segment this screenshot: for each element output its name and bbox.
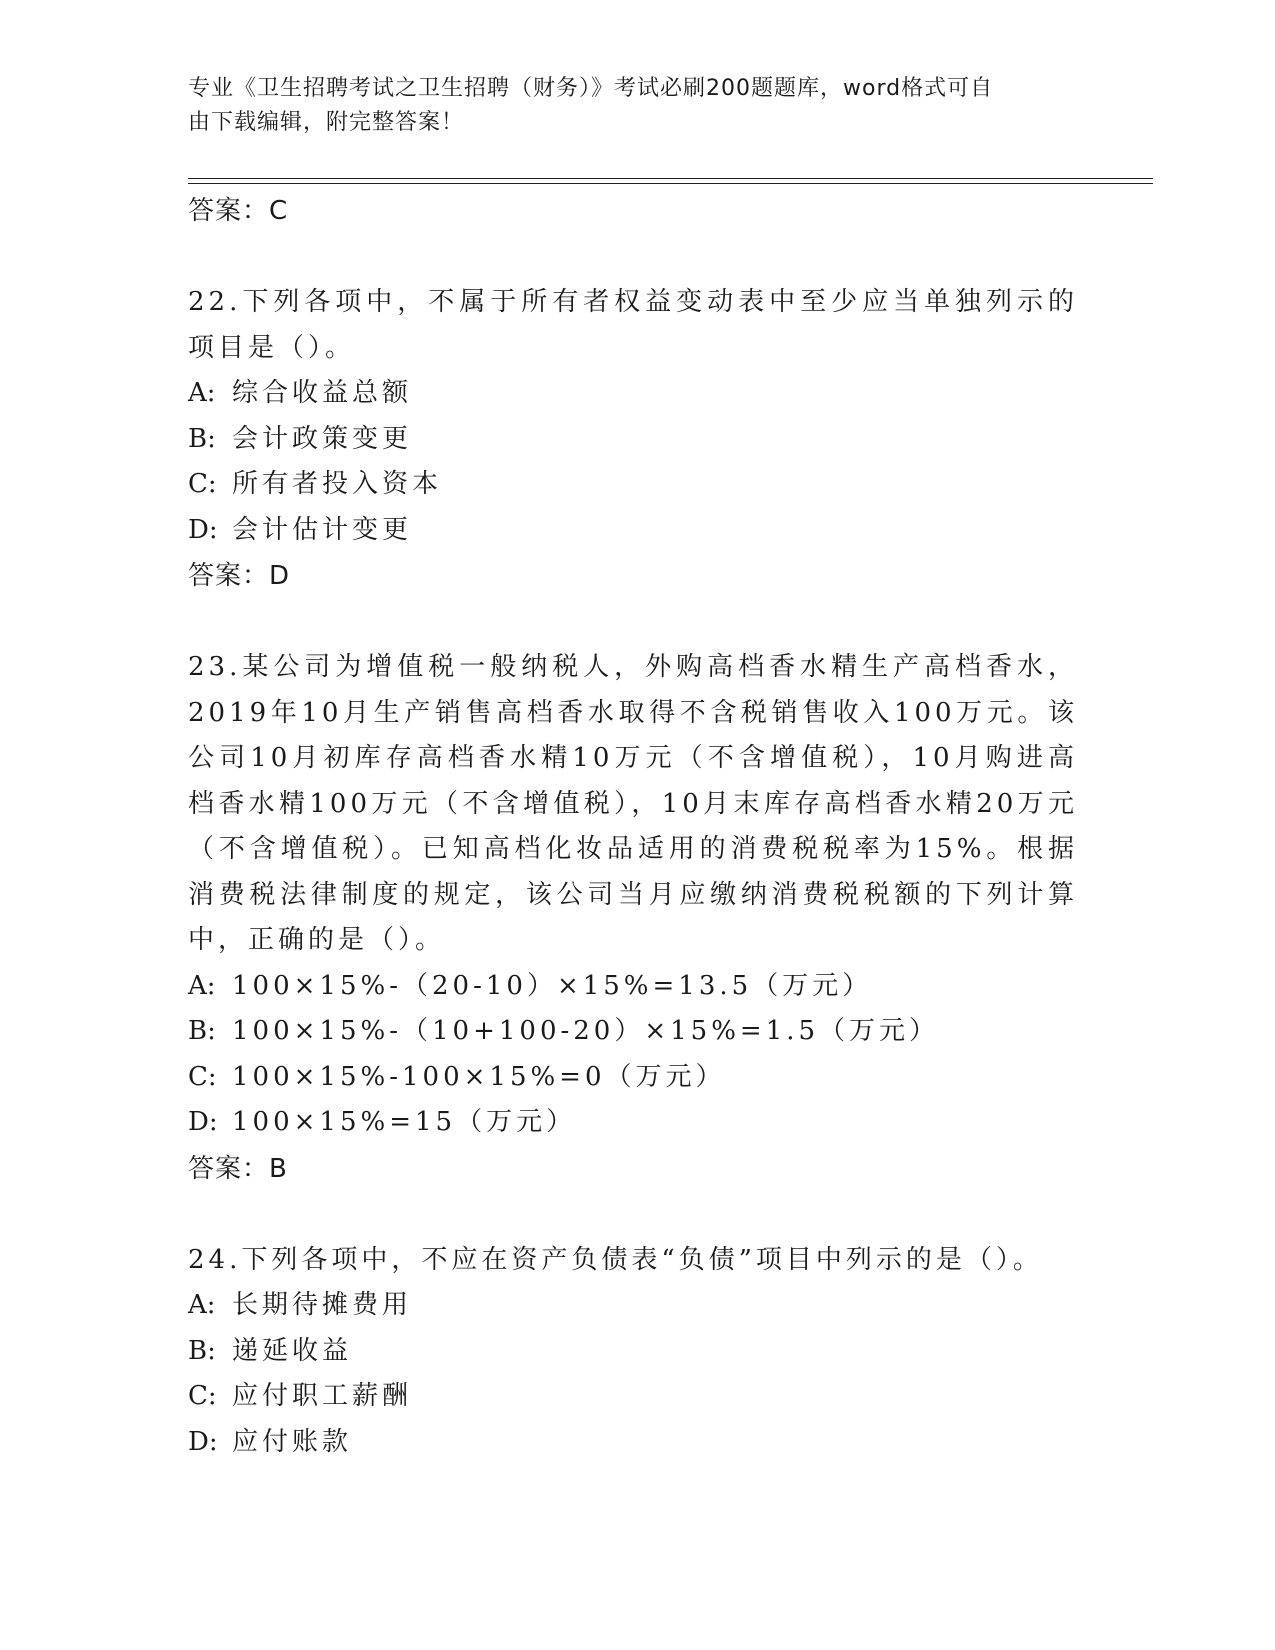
option-text: 100×15%-（20-10）×15%=13.5（万元） <box>232 970 873 1001</box>
option-text: 所有者投入资本 <box>232 469 443 499</box>
option-key: C: <box>188 469 217 499</box>
option-text: 100×15%-（10+100-20）×15%=1.5（万元） <box>232 1016 940 1046</box>
header-line-1: 专业《卫生招聘考试之卫生招聘（财务）》考试必刷200题题库，word格式可自 <box>188 76 994 101</box>
question-text: 24.下列各项中，不应在资产负债表“负债”项目中列示的是（）。 <box>188 1244 1043 1275</box>
document-header <box>188 72 1068 140</box>
option-text: 100×15%-100×15%=0（万元） <box>232 1061 726 1092</box>
option-c <box>188 1055 1088 1101</box>
question-text: 22.下列各项中，不属于所有者权益变动表中至少应当单独列示的项目是（）。 <box>188 287 1078 363</box>
header-line-2: 由下载编辑，附完整答案！ <box>188 110 465 135</box>
question-text: 23.某公司为增值税一般纳税人，外购高档香水精生产高档香水，2019年10月生产销售高档香水取得不含税销售收入100万元。该公司10月初库存高档香水精10万元（不含增值税），10月购进高档香水精100万元（不含增值税），10月末库存高档香水精20万元（不含增值税）。已知高档化妆品适用的消费税税率为15%。根据消费税法律制度的规定，该公司当月应缴纳消费税税额的下列计算中，正确的是（）。 <box>188 652 1078 955</box>
option-d <box>188 508 1088 554</box>
option-text: 会计政策变更 <box>232 423 413 454</box>
option-b <box>188 1329 1088 1375</box>
option-text: 综合收益总额 <box>232 378 413 408</box>
question-block-24 <box>188 1238 1088 1466</box>
option-d <box>188 1420 1088 1466</box>
option-a <box>188 964 1088 1010</box>
option-key: D: <box>188 514 218 545</box>
option-text: 递延收益 <box>232 1335 353 1366</box>
option-key: A: <box>188 378 216 408</box>
option-key: C: <box>188 1061 217 1092</box>
question-block-23 <box>188 645 1088 1192</box>
option-key: C: <box>188 1381 217 1411</box>
option-key: A: <box>188 1290 216 1320</box>
option-key: A: <box>188 970 216 1001</box>
option-key: B: <box>188 423 216 454</box>
option-key: D: <box>188 1426 218 1457</box>
question-block-22 <box>188 280 1088 599</box>
option-c <box>188 1374 1088 1420</box>
option-text: 应付职工薪酬 <box>232 1381 413 1411</box>
option-c <box>188 462 1088 508</box>
header-divider-bottom <box>188 183 1153 184</box>
option-text: 100×15%=15（万元） <box>232 1107 577 1137</box>
option-b <box>188 1009 1088 1055</box>
option-a <box>188 371 1088 417</box>
previous-answer: 答案：C <box>188 196 289 226</box>
answer-label: 答案：D <box>188 561 291 591</box>
option-b <box>188 417 1088 463</box>
question-list <box>188 188 1088 1465</box>
option-key: B: <box>188 1016 216 1046</box>
answer-label: 答案：B <box>188 1153 288 1184</box>
option-key: B: <box>188 1335 216 1366</box>
option-d <box>188 1100 1088 1146</box>
option-a <box>188 1283 1088 1329</box>
header-divider-top <box>188 178 1153 179</box>
option-text: 长期待摊费用 <box>232 1290 413 1320</box>
option-key: D: <box>188 1107 218 1137</box>
option-text: 应付账款 <box>232 1426 353 1457</box>
option-text: 会计估计变更 <box>232 514 413 545</box>
